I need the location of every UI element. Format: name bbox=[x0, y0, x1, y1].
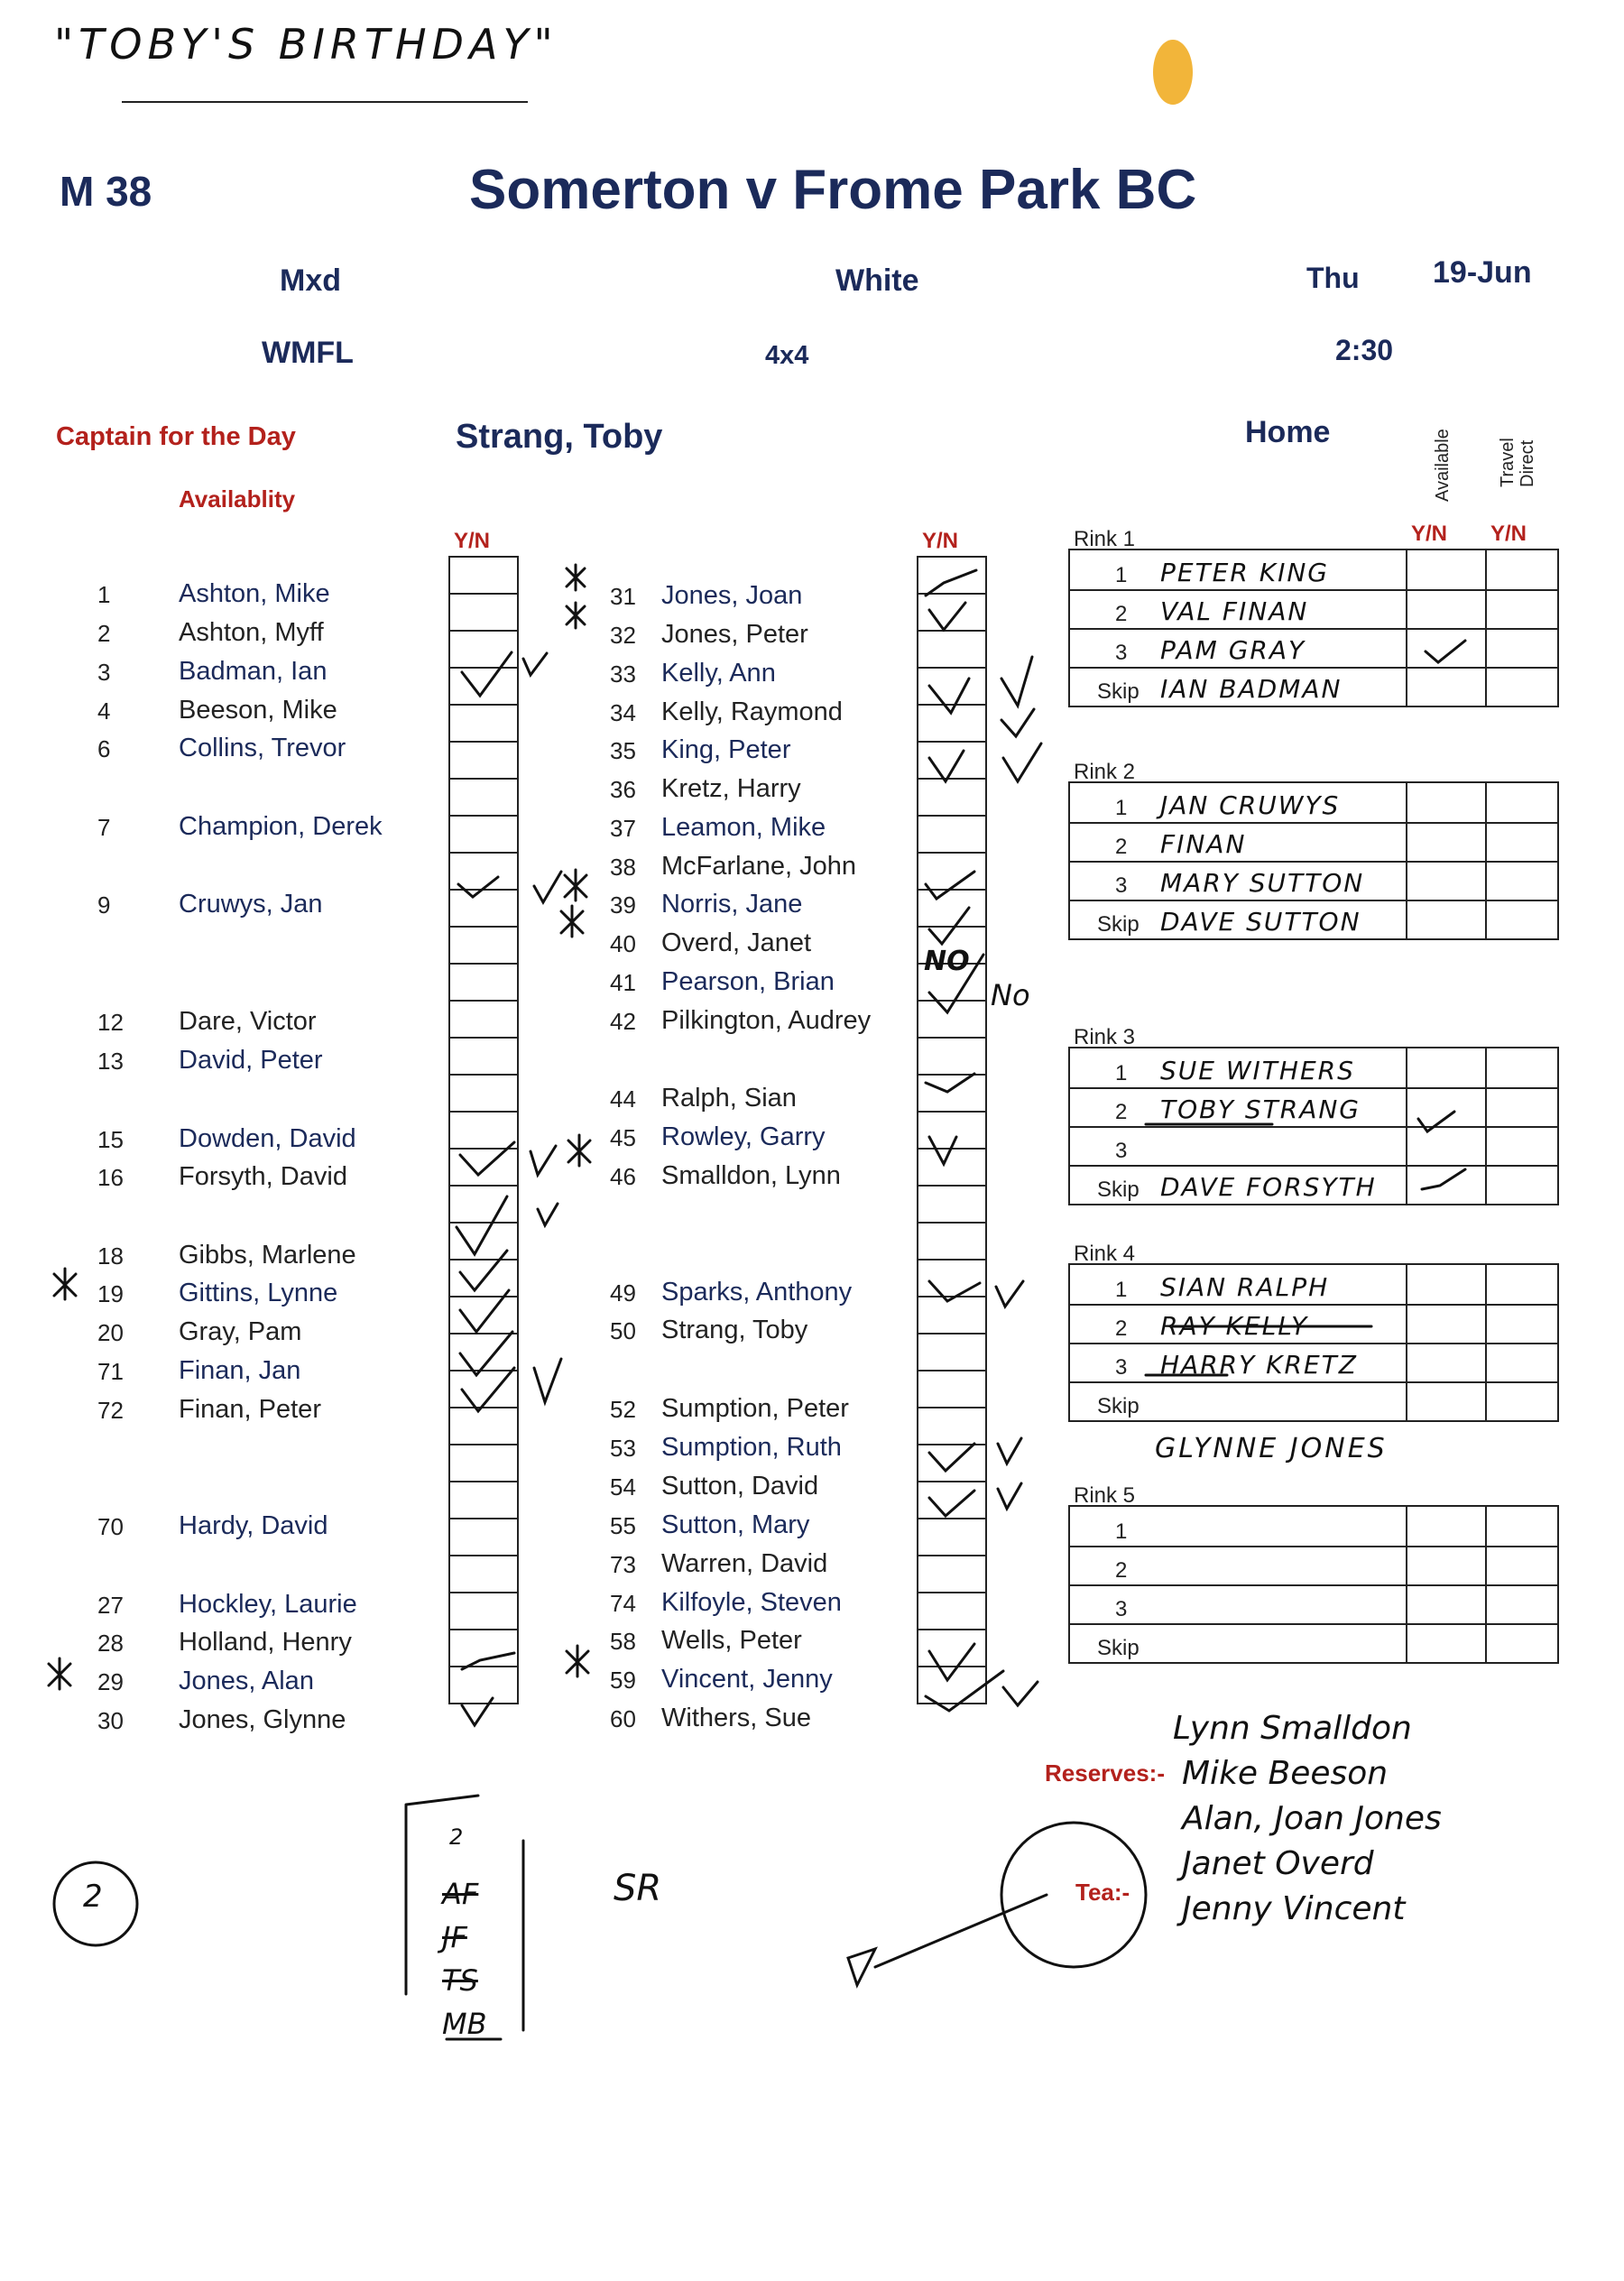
player-number: 15 bbox=[97, 1126, 124, 1153]
check-mark bbox=[926, 1671, 1003, 1711]
player-name: Gray, Pam bbox=[179, 1317, 302, 1346]
rink-player: FINAN bbox=[1160, 829, 1247, 859]
player-number: 37 bbox=[610, 815, 636, 842]
rink-position: 1 bbox=[1115, 1519, 1128, 1544]
check-mark bbox=[534, 1359, 561, 1402]
player-number: 72 bbox=[97, 1397, 124, 1424]
match-time: 2:30 bbox=[1335, 334, 1394, 366]
travel-direct-header: Travel Direct bbox=[1498, 438, 1537, 487]
rink-position: 3 bbox=[1115, 873, 1128, 898]
check-mark bbox=[460, 1251, 507, 1290]
left-circle bbox=[54, 1862, 137, 1945]
arrow-line bbox=[875, 1895, 1047, 1967]
player-number: 27 bbox=[97, 1592, 124, 1619]
player-number: 31 bbox=[610, 583, 636, 610]
check-mark bbox=[926, 570, 976, 596]
initials-entry: TS bbox=[442, 1963, 478, 1998]
player-number: 1 bbox=[97, 581, 111, 608]
player-name: McFarlane, John bbox=[661, 852, 856, 881]
player-name: Dowden, David bbox=[179, 1124, 356, 1153]
rink-player: PAM GRAY bbox=[1160, 635, 1306, 665]
rink-player: DAVE FORSYTH bbox=[1160, 1172, 1377, 1202]
rink-player: HARRY KRETZ bbox=[1160, 1350, 1358, 1380]
player-name: Jones, Glynne bbox=[179, 1705, 346, 1734]
star-mark bbox=[54, 1269, 76, 1299]
player-number: 29 bbox=[97, 1668, 124, 1695]
star-mark bbox=[49, 1658, 70, 1689]
player-name: Finan, Peter bbox=[179, 1395, 321, 1424]
check-mark bbox=[929, 1137, 956, 1164]
player-name: Kelly, Ann bbox=[661, 659, 776, 688]
player-name: Finan, Jan bbox=[179, 1356, 301, 1385]
player-number: 18 bbox=[97, 1242, 124, 1270]
check-mark bbox=[929, 908, 969, 944]
check-mark bbox=[998, 1438, 1021, 1464]
captain-name: Strang, Toby bbox=[456, 418, 663, 456]
dress-code: White bbox=[835, 263, 919, 298]
player-number: 13 bbox=[97, 1048, 124, 1075]
captain-label: Captain for the Day bbox=[56, 422, 296, 451]
rink-position: Skip bbox=[1097, 679, 1140, 704]
rink-position: 2 bbox=[1115, 1558, 1128, 1583]
rink-check-mark bbox=[1422, 1169, 1465, 1189]
player-number: 41 bbox=[610, 969, 636, 996]
rink-position: Skip bbox=[1097, 1394, 1140, 1418]
player-number: 36 bbox=[610, 776, 636, 803]
player-name: Kretz, Harry bbox=[661, 774, 801, 803]
available-header: Available bbox=[1433, 429, 1453, 502]
player-number: 33 bbox=[610, 660, 636, 688]
initials-entry: JF bbox=[442, 1920, 467, 1954]
player-number: 35 bbox=[610, 737, 636, 764]
star-mark bbox=[561, 906, 583, 937]
check-mark bbox=[538, 1204, 558, 1225]
rink-check-mark bbox=[1426, 641, 1465, 662]
star-mark bbox=[568, 1135, 590, 1166]
player-number: 9 bbox=[97, 891, 111, 919]
player-number: 70 bbox=[97, 1513, 124, 1540]
player-name: Sumption, Peter bbox=[661, 1394, 849, 1423]
check-mark bbox=[929, 1491, 974, 1516]
rink-position: 1 bbox=[1115, 1278, 1128, 1302]
check-mark bbox=[929, 955, 983, 1012]
player-name: Kilfoyle, Steven bbox=[661, 1588, 842, 1617]
player-name: King, Peter bbox=[661, 735, 791, 764]
check-mark bbox=[929, 751, 964, 781]
player-number: 74 bbox=[610, 1590, 636, 1617]
player-number: 73 bbox=[610, 1551, 636, 1578]
player-number: 71 bbox=[97, 1358, 124, 1385]
league: WMFL bbox=[262, 336, 354, 370]
rink-position: Skip bbox=[1097, 1177, 1140, 1202]
yn-header-left: Y/N bbox=[454, 529, 491, 553]
player-number: 34 bbox=[610, 699, 636, 726]
tea-label: Tea:- bbox=[1075, 1879, 1130, 1906]
rink-label: Rink 5 bbox=[1074, 1483, 1136, 1508]
check-mark bbox=[457, 1196, 507, 1254]
rink-position: 3 bbox=[1115, 641, 1128, 665]
rink-player: IAN BADMAN bbox=[1160, 674, 1343, 704]
check-mark bbox=[462, 652, 512, 696]
player-number: 45 bbox=[610, 1124, 636, 1151]
rink-check-mark bbox=[1418, 1112, 1454, 1131]
player-number: 44 bbox=[610, 1085, 636, 1113]
rink-position: 2 bbox=[1115, 1316, 1128, 1341]
reserve-note: Jenny Vincent bbox=[1182, 1890, 1406, 1927]
check-mark bbox=[523, 653, 547, 675]
yn-header-rink-available: Y/N bbox=[1411, 522, 1448, 546]
rink-label: Rink 3 bbox=[1074, 1025, 1136, 1049]
rink4-extra-note: GLYNNE JONES bbox=[1155, 1433, 1388, 1464]
initials-entry: MB bbox=[442, 2007, 487, 2041]
player-number: 60 bbox=[610, 1705, 636, 1732]
player-number: 46 bbox=[610, 1163, 636, 1190]
player-name: Beeson, Mike bbox=[179, 696, 337, 725]
player-name: Ralph, Sian bbox=[661, 1084, 797, 1113]
rink-player: VAL FINAN bbox=[1160, 596, 1309, 626]
check-mark bbox=[460, 1332, 512, 1375]
player-name: Gibbs, Marlene bbox=[179, 1241, 356, 1270]
player-number: 6 bbox=[97, 735, 111, 762]
reserve-note: Mike Beeson bbox=[1182, 1755, 1389, 1792]
match-day: Thu bbox=[1306, 262, 1360, 294]
player-number: 16 bbox=[97, 1164, 124, 1191]
player-number: 59 bbox=[610, 1667, 636, 1694]
player-name: Ashton, Myff bbox=[179, 618, 324, 647]
rink-player: SIAN RALPH bbox=[1160, 1272, 1330, 1302]
check-mark bbox=[929, 1644, 974, 1680]
player-name: Holland, Henry bbox=[179, 1628, 352, 1657]
match-code: M 38 bbox=[60, 168, 152, 215]
player-number: 32 bbox=[610, 622, 636, 649]
rink-position: 2 bbox=[1115, 602, 1128, 626]
player-name: Jones, Joan bbox=[661, 581, 803, 610]
reserve-note: Lynn Smalldon bbox=[1173, 1710, 1412, 1747]
player-number: 20 bbox=[97, 1319, 124, 1346]
check-mark bbox=[926, 1074, 974, 1092]
check-mark bbox=[929, 603, 965, 630]
check-mark bbox=[998, 1483, 1021, 1509]
box-circled-number: 2 bbox=[449, 1824, 464, 1850]
tea-circle bbox=[1001, 1823, 1146, 1967]
rink-label: Rink 4 bbox=[1074, 1242, 1136, 1266]
player-name: Sumption, Ruth bbox=[661, 1433, 842, 1462]
player-number: 38 bbox=[610, 854, 636, 881]
player-name: Wells, Peter bbox=[661, 1626, 802, 1655]
box-bracket bbox=[406, 1796, 523, 2039]
check-mark bbox=[1003, 743, 1041, 781]
star-mark bbox=[567, 565, 585, 590]
rink-player: DAVE SUTTON bbox=[1160, 907, 1361, 937]
check-mark bbox=[926, 872, 974, 899]
check-mark bbox=[531, 1146, 556, 1175]
player-name: Withers, Sue bbox=[661, 1704, 811, 1732]
check-mark bbox=[462, 1368, 514, 1411]
check-mark bbox=[929, 679, 969, 713]
player-name: David, Peter bbox=[179, 1046, 323, 1075]
player-name: Champion, Derek bbox=[179, 812, 383, 841]
star-mark bbox=[565, 870, 586, 900]
tea-stain bbox=[1153, 40, 1193, 105]
player-number: 3 bbox=[97, 659, 111, 686]
player-number: 52 bbox=[610, 1396, 636, 1423]
player-name: Forsyth, David bbox=[179, 1162, 347, 1191]
player-number: 12 bbox=[97, 1009, 124, 1036]
match-type: Mxd bbox=[280, 263, 341, 298]
player-name: Badman, Ian bbox=[179, 657, 328, 686]
player-name: Leamon, Mike bbox=[661, 813, 826, 842]
player-number: 40 bbox=[610, 930, 636, 957]
player-name: Hockley, Laurie bbox=[179, 1590, 357, 1619]
player-number: 28 bbox=[97, 1630, 124, 1657]
check-mark bbox=[929, 1444, 974, 1471]
reserve-note: Alan, Joan Jones bbox=[1182, 1800, 1442, 1837]
rink-player: PETER KING bbox=[1160, 558, 1329, 587]
player-number: 58 bbox=[610, 1628, 636, 1655]
check-mark bbox=[462, 1653, 514, 1669]
reserves-label: Reserves:- bbox=[1045, 1759, 1165, 1787]
check-mark bbox=[1001, 709, 1034, 736]
match-date: 19-Jun bbox=[1433, 255, 1532, 290]
player-name: Pearson, Brian bbox=[661, 967, 835, 996]
rink-position: 2 bbox=[1115, 835, 1128, 859]
player-number: 50 bbox=[610, 1317, 636, 1344]
rink-position: Skip bbox=[1097, 912, 1140, 937]
player-name: Sutton, David bbox=[661, 1472, 819, 1501]
initials-note: SR bbox=[614, 1868, 662, 1909]
check-mark bbox=[460, 1290, 509, 1332]
yn-header-rink-travel: Y/N bbox=[1490, 522, 1527, 546]
check-mark bbox=[929, 1281, 980, 1301]
match-title: Somerton v Frome Park BC bbox=[469, 159, 1197, 221]
player-name: Kelly, Raymond bbox=[661, 697, 843, 726]
player-name: Norris, Jane bbox=[661, 890, 803, 919]
star-mark bbox=[567, 603, 585, 628]
check-mark bbox=[458, 877, 498, 897]
player-name: Ashton, Mike bbox=[179, 579, 330, 608]
rink-position: 1 bbox=[1115, 1061, 1128, 1085]
player-name: Cruwys, Jan bbox=[179, 890, 323, 919]
check-mark bbox=[1001, 657, 1032, 706]
player-name: Vincent, Jenny bbox=[661, 1665, 833, 1694]
player-name: Pilkington, Audrey bbox=[661, 1006, 872, 1035]
player-name: Jones, Alan bbox=[179, 1667, 314, 1695]
check-mark bbox=[1003, 1682, 1038, 1705]
birthday-note: "TOBY'S BIRTHDAY" bbox=[54, 20, 558, 69]
player-number: 39 bbox=[610, 891, 636, 919]
star-mark bbox=[567, 1646, 588, 1676]
circled-number-left: 2 bbox=[83, 1879, 103, 1915]
rink-player: RAY KELLY bbox=[1160, 1311, 1309, 1341]
player-number: 54 bbox=[610, 1473, 636, 1501]
player-name: Smalldon, Lynn bbox=[661, 1161, 841, 1190]
player-number: 2 bbox=[97, 620, 111, 647]
check-mark bbox=[996, 1281, 1023, 1307]
check-mark bbox=[534, 872, 561, 902]
rink-player: TOBY STRANG bbox=[1160, 1094, 1361, 1124]
player-name: Hardy, David bbox=[179, 1511, 328, 1540]
rink-position: 3 bbox=[1115, 1355, 1128, 1380]
yn-header-mid: Y/N bbox=[922, 529, 959, 553]
check-mark bbox=[462, 1698, 493, 1725]
player-name: Sutton, Mary bbox=[661, 1510, 810, 1539]
rink-player: MARY SUTTON bbox=[1160, 868, 1365, 898]
no-response-41: NO bbox=[924, 946, 970, 977]
player-number: 7 bbox=[97, 814, 111, 841]
player-name: Rowley, Garry bbox=[661, 1122, 826, 1151]
rink-position: 1 bbox=[1115, 796, 1128, 820]
rink-player: JAN CRUWYS bbox=[1160, 790, 1341, 820]
rink-position: 2 bbox=[1115, 1100, 1128, 1124]
reserve-note: Janet Overd bbox=[1182, 1845, 1374, 1882]
venue: Home bbox=[1245, 415, 1331, 449]
player-name: Sparks, Anthony bbox=[661, 1278, 853, 1307]
check-mark bbox=[460, 1142, 514, 1175]
player-number: 19 bbox=[97, 1280, 124, 1307]
player-name: Warren, David bbox=[661, 1549, 828, 1578]
player-number: 4 bbox=[97, 697, 111, 725]
rink-position: 1 bbox=[1115, 563, 1128, 587]
rink-label: Rink 2 bbox=[1074, 760, 1136, 784]
player-number: 42 bbox=[610, 1008, 636, 1035]
rink-position: Skip bbox=[1097, 1636, 1140, 1660]
format: 4x4 bbox=[765, 341, 809, 370]
player-name: Overd, Janet bbox=[661, 928, 812, 957]
player-number: 55 bbox=[610, 1512, 636, 1539]
player-name: Strang, Toby bbox=[661, 1316, 808, 1344]
arrow-head bbox=[848, 1949, 875, 1985]
availability-label: Availablity bbox=[179, 485, 296, 513]
player-number: 30 bbox=[97, 1707, 124, 1734]
rink-player: SUE WITHERS bbox=[1160, 1056, 1355, 1085]
no-response-42: No bbox=[991, 978, 1030, 1012]
player-name: Collins, Trevor bbox=[179, 734, 346, 762]
rink-position: 3 bbox=[1115, 1139, 1128, 1163]
rink-position: 3 bbox=[1115, 1597, 1128, 1621]
player-name: Dare, Victor bbox=[179, 1007, 317, 1036]
player-name: Jones, Peter bbox=[661, 620, 808, 649]
player-number: 49 bbox=[610, 1279, 636, 1307]
rink-label: Rink 1 bbox=[1074, 527, 1136, 551]
player-number: 53 bbox=[610, 1435, 636, 1462]
player-name: Gittins, Lynne bbox=[179, 1279, 338, 1307]
initials-entry: AF bbox=[442, 1877, 479, 1911]
